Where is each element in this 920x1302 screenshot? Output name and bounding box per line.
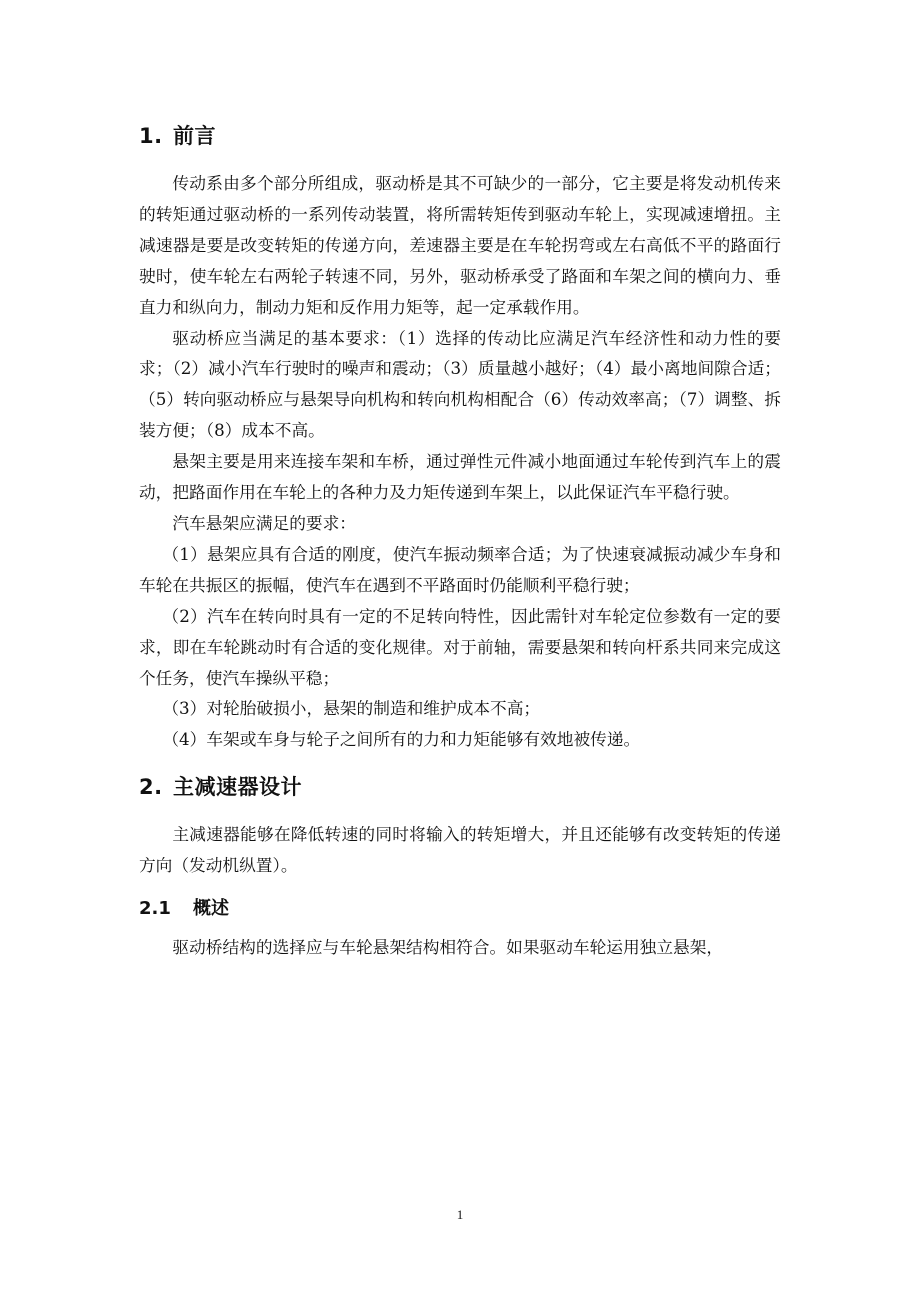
list-item: （1）悬架应具有合适的刚度，使汽车振动频率合适；为了快速衰减振动减少车身和车轮在共振区的振幅，使汽车在遇到不平路面时仍能顺利平稳行驶； <box>139 543 781 595</box>
section-title: 主减速器设计 <box>173 775 302 800</box>
body-paragraph: 悬架主要是用来连接车架和车桥，通过弹性元件减小地面通过车轮传到汽车上的震动，把路面作用在车轮上的各种力及力矩传递到车架上，以此保证汽车平稳行驶。 <box>139 451 781 503</box>
subsection-title: 概述 <box>193 898 229 920</box>
body-paragraph: 汽车悬架应满足的要求： <box>172 512 356 533</box>
body-paragraph: 传动系由多个部分所组成，驱动桥是其不可缺少的一部分，它主要是将发动机传来的转矩通过驱动桥的一系列传动装置，将所需转矩传到驱动车轮上，实现减速增扭。主减速器是要是改变转矩的传递方向，差速器主要是在车轮拐弯或左右高低不平的路面行驶时，使车轮左右两轮子转速不同，另外，驱动桥承受了路面和车架之间的横向力、垂直力和纵向力，制动力矩和反作用力矩等，起一定承载作用。 <box>139 173 781 317</box>
body-paragraph: 主减速器能够在降低转速的同时将输入的转矩增大，并且还能够有改变转矩的传递方向（发动机纵置）。 <box>139 824 781 876</box>
list-item: （3）对轮胎破损小，悬架的制造和维护成本不高； <box>162 698 541 719</box>
subsection-heading <box>139 892 781 926</box>
page-content <box>139 118 781 963</box>
body-paragraph: 驱动桥结构的选择应与车轮悬架结构相符合。如果驱动车轮运用独立悬架， <box>172 937 724 958</box>
list-item: （2）汽车在转向时具有一定的不足转向特性，因此需针对车轮定位参数有一定的要求，即在车轮跳动时有合适的变化规律。对于前轴，需要悬架和转向杆系共同来完成这个任务，使汽车操纵平稳； <box>139 605 781 688</box>
section-number: 2. <box>139 775 163 800</box>
section-title: 前言 <box>173 124 216 148</box>
list-item: （4）车架或车身与轮子之间所有的力和力矩能够有效地被传递。 <box>162 729 641 750</box>
section-heading-1 <box>139 118 781 154</box>
body-paragraph: 驱动桥应当满足的基本要求：（1）选择的传动比应满足汽车经济性和动力性的要求；（2）减小汽车行驶时的噪声和震动；（3）质量越小越好；（4）最小离地间隙合适；（5）转向驱动桥应与悬架导向机构和转向机构相配合（6）传动效率高；（7）调整、拆装方便；（8）成本不高。 <box>139 327 781 441</box>
section-number: 1. <box>139 124 163 148</box>
section-heading-2 <box>139 769 781 805</box>
page-number: 1 <box>456 1207 464 1222</box>
subsection-number: 2.1 <box>139 898 171 920</box>
